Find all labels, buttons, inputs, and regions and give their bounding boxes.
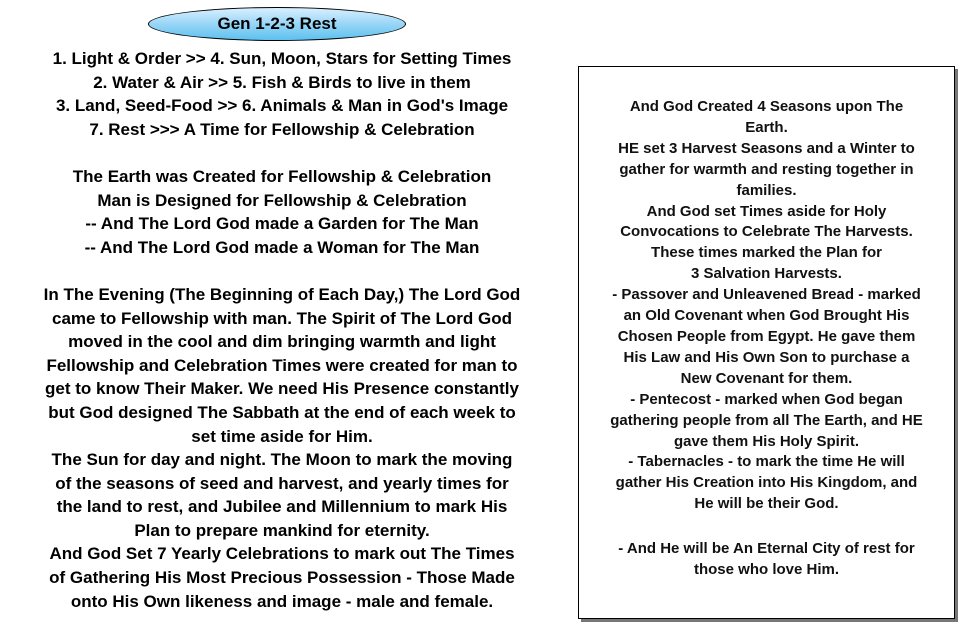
page-title: Gen 1-2-3 Rest (217, 14, 337, 33)
box-text-line: These times marked the Plan for (651, 244, 882, 262)
box-text-line: His Law and His Own Son to purchase a (623, 348, 910, 366)
box-text-line: He will be their God. (694, 495, 839, 513)
left-text-line: And God Set 7 Yearly Celebrations to mark out The Times (49, 544, 515, 564)
box-text-line: - Passover and Unleavened Bread - marked (612, 286, 921, 304)
box-text-line: 3 Salvation Harvests. (691, 265, 842, 283)
box-text-line: And God set Times aside for Holy (646, 202, 887, 220)
left-text-line: set time aside for Him. (191, 426, 373, 446)
left-text-line: 1. Light & Order >> 4. Sun, Moon, Stars for Setting Times (52, 49, 512, 68)
box-text-line: - Tabernacles - to mark the time He will (628, 453, 905, 471)
left-text-line: of Gathering His Most Precious Possession - Those Made (49, 568, 515, 588)
box-text-line: Chosen People from Egypt. He gave them (617, 327, 916, 345)
left-text-line: Fellowship and Celebration Times were created for man to (46, 355, 518, 375)
box-text-line: Convocations to Celebrate The Harvests. (620, 223, 913, 241)
box-text-line: Earth. (745, 118, 788, 136)
box-text-line: HE set 3 Harvest Seasons and a Winter to (618, 139, 915, 157)
left-text-line: -- And The Lord God made a Woman for The Man (84, 237, 480, 257)
box-text-line: gathering people from all The Earth, and HE (610, 411, 923, 429)
seasons-text (579, 97, 954, 581)
left-text-gap (0, 141, 564, 165)
left-text-line: 7. Rest >>> A Time for Fellowship & Celebration (89, 119, 475, 139)
box-text-line: families. (736, 181, 797, 199)
left-text-line: 2. Water & Air >> 5. Fish & Birds to live in them (93, 72, 471, 92)
left-text-line: The Earth was Created for Fellowship & Celebration (72, 166, 492, 186)
left-text-line: moved in the cool and dim bringing warmth and light (68, 332, 496, 352)
box-text-line: gather His Creation into His Kingdom, and (615, 474, 918, 492)
left-text-line: of the seasons of seed and harvest, and yearly times for (55, 473, 509, 493)
left-text-line: the land to rest, and Jubilee and Millennium to mark His (56, 497, 508, 517)
left-text-line: -- And The Lord God made a Garden for The Man (85, 214, 479, 234)
title-banner (148, 7, 406, 41)
left-text-line: Plan to prepare mankind for eternity. (134, 520, 430, 540)
left-text-line: Man is Designed for Fellowship & Celebration (97, 190, 467, 210)
left-text-line: The Sun for day and night. The Moon to mark the moving (51, 450, 513, 470)
box-text-line: And God Created 4 Seasons upon The (629, 98, 904, 115)
left-text-line: In The Evening (The Beginning of Each Day,) The Lord God (43, 284, 521, 304)
left-text-line: came to Fellowship with man. The Spirit of The Lord God (52, 308, 512, 328)
left-text-line: get to know Their Maker. We need His Presence constantly (45, 379, 519, 399)
left-text-line: but God designed The Sabbath at the end of each week to (48, 402, 516, 422)
box-text-gap (579, 515, 954, 539)
box-text-line: - And He will be An Eternal City of rest for (618, 539, 915, 557)
box-text-line: - Pentecost - marked when God began (630, 390, 903, 408)
left-text-column (0, 47, 564, 613)
box-text-line: gave them His Holy Spirit. (673, 432, 860, 450)
box-text-line: an Old Covenant when God Brought His (623, 307, 910, 325)
box-text-line: those who love Him. (693, 560, 840, 578)
left-text-line: onto His Own likeness and image - male and female. (70, 591, 494, 611)
box-text-line: gather for warmth and resting together in (619, 160, 914, 178)
left-text-gap (0, 259, 564, 283)
box-text-line: New Covenant for them. (680, 369, 853, 387)
seasons-text-box (578, 66, 955, 619)
left-text-line: 3. Land, Seed-Food >> 6. Animals & Man in God's Image (55, 96, 509, 116)
